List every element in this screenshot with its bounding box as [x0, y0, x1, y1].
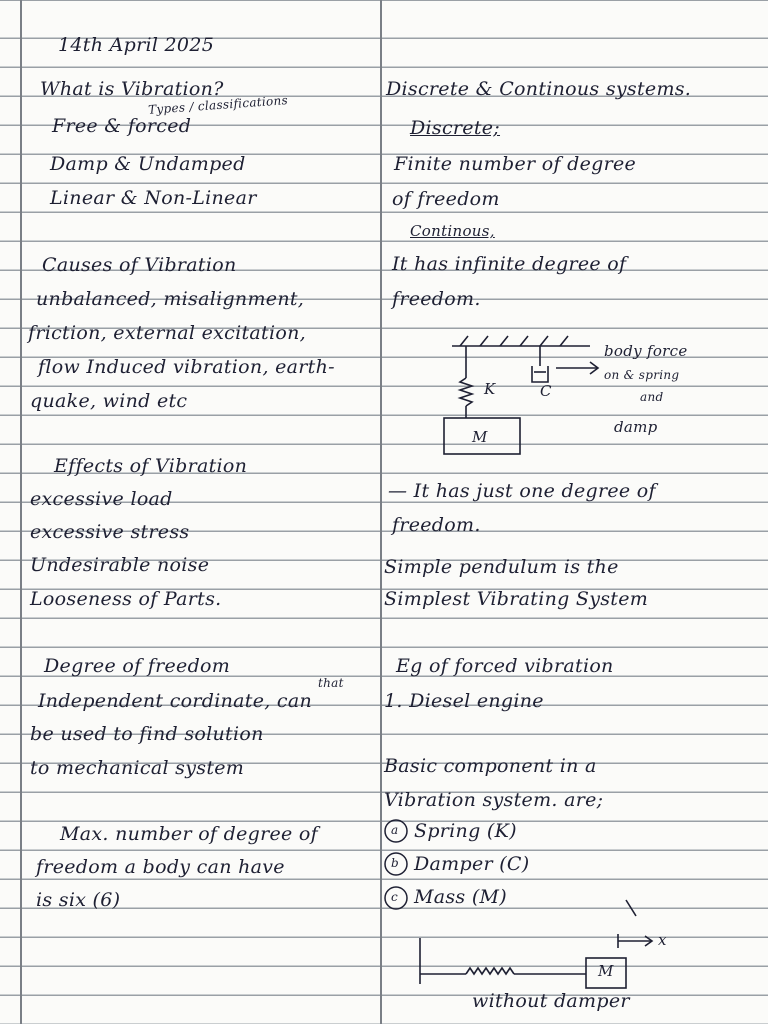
continous-line-1: It has infinite degree of [392, 253, 627, 275]
component-damper: Damper (C) [414, 853, 530, 875]
effects-heading: Effects of Vibration [54, 455, 248, 477]
diagram-label-k: K [484, 380, 496, 398]
forced-example-heading: Eg of forced vibration [396, 655, 614, 677]
dof-heading: Degree of freedom [44, 655, 231, 677]
component-a-marker: a [391, 823, 399, 837]
types-annotation: Types / classifications [147, 93, 289, 117]
causes-line-2: friction, external excitation, [28, 322, 306, 344]
mass-block-label: M [598, 962, 614, 980]
forced-example-1: 1. Diesel engine [384, 690, 544, 712]
without-damper-caption: without damper [472, 990, 630, 1012]
diagram-note-3: and [640, 390, 664, 404]
one-dof-line-1: — It has just one degree of [388, 480, 656, 502]
discrete-label: Discrete; [410, 117, 501, 139]
causes-heading: Causes of Vibration [42, 254, 237, 276]
displacement-x-label: x [658, 931, 667, 949]
pendulum-line-2: Simplest Vibrating System [384, 588, 649, 610]
linear-nonlinear: Linear & Non-Linear [50, 187, 257, 209]
damp-undamped: Damp & Undamped [50, 153, 246, 175]
dof-that-insert: that [318, 676, 344, 690]
dof-line-1: Independent cordinate, can [38, 690, 313, 712]
diagram-note-4: damp [614, 418, 658, 436]
systems-heading: Discrete & Continous systems. [386, 78, 692, 100]
pendulum-line-1: Simple pendulum is the [384, 556, 619, 578]
question-heading: What is Vibration? [40, 78, 224, 100]
max-dof-line-1: Max. number of degree of [60, 823, 318, 845]
discrete-line-1: Finite number of degree [394, 153, 637, 175]
dof-line-2: be used to find solution [30, 723, 264, 745]
discrete-line-2: of freedom [392, 188, 500, 210]
effects-line-1: excessive load [30, 488, 173, 510]
diagram-label-c: C [540, 382, 552, 400]
max-dof-line-3: is six (6) [36, 889, 121, 911]
diagram-note-1: body force [604, 342, 688, 360]
causes-line-4: quake, wind etc [30, 390, 188, 412]
basic-components-line-1: Basic component in a [384, 755, 597, 777]
component-spring: Spring (K) [414, 820, 517, 842]
continous-line-2: freedom. [392, 288, 481, 310]
one-dof-line-2: freedom. [392, 514, 481, 536]
dof-line-3: to mechanical system [30, 757, 245, 779]
component-mass: Mass (M) [414, 886, 508, 908]
component-b-marker: b [391, 856, 399, 870]
effects-line-4: Looseness of Parts. [30, 588, 222, 610]
causes-line-3: flow Induced vibration, earth- [38, 356, 335, 378]
free-forced: Free & forced [52, 115, 192, 137]
effects-line-2: excessive stress [30, 521, 190, 543]
causes-line-1: unbalanced, misalignment, [36, 288, 305, 310]
max-dof-line-2: freedom a body can have [36, 856, 285, 878]
effects-line-3: Undesirable noise [30, 554, 210, 576]
basic-components-line-2: Vibration system. are; [384, 789, 604, 811]
date: 14th April 2025 [58, 34, 215, 56]
component-c-marker: c [391, 890, 399, 904]
diagram-note-2: on & spring [604, 368, 680, 382]
diagram-label-m: M [472, 428, 488, 446]
continous-label: Continous, [410, 222, 495, 240]
